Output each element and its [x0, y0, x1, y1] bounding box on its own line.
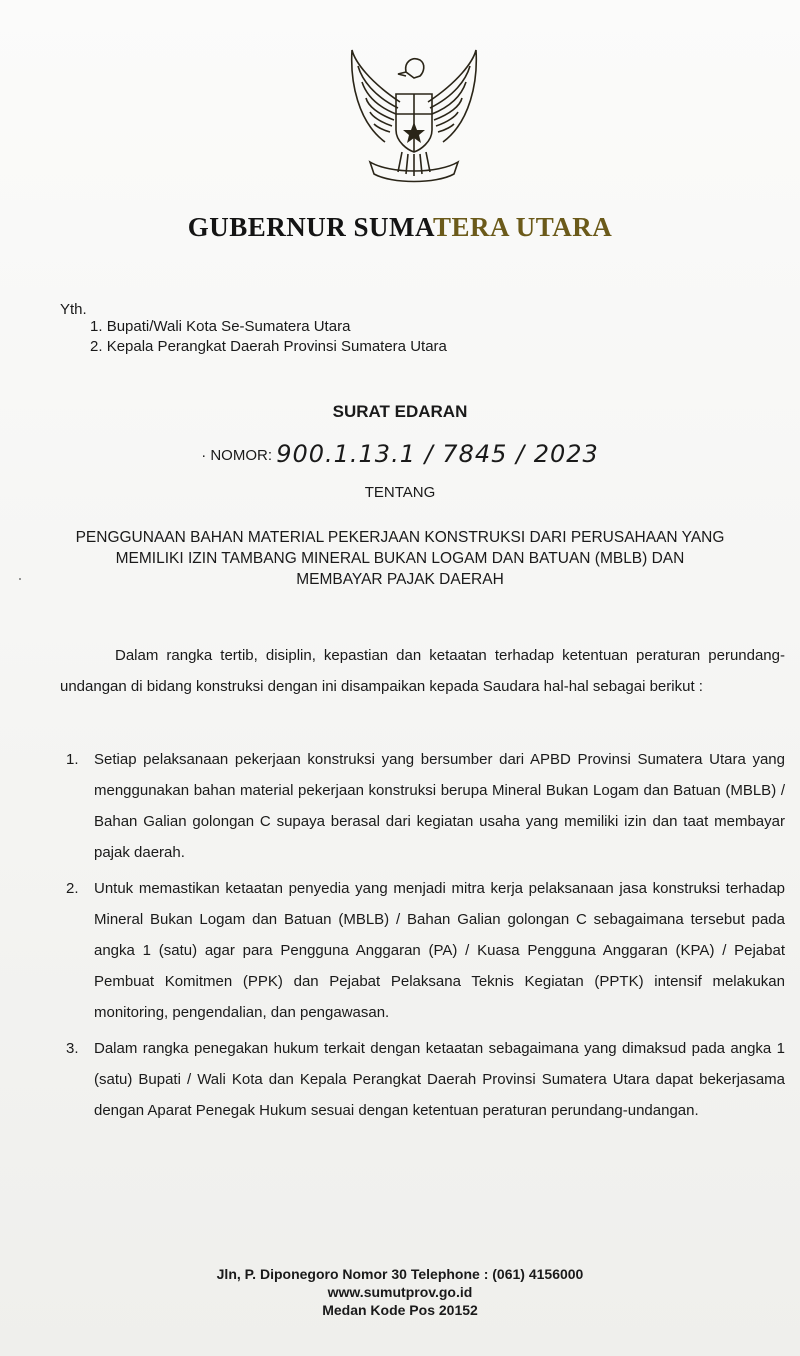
recipient-list — [90, 317, 447, 357]
nomor-value: 900.1.13.1 / 7845 / 2023 — [276, 440, 599, 468]
subject-line: MEMBAYAR PAJAK DAERAH — [296, 571, 504, 588]
footer — [0, 1265, 800, 1319]
subject — [0, 527, 800, 590]
subject-line: MEMILIKI IZIN TAMBANG MINERAL BUKAN LOGAM DAN BATUAN (MBLB) DAN — [115, 550, 685, 567]
recipient-item: 1. Bupati/Wali Kota Se-Sumatera Utara — [90, 318, 351, 335]
salutation: Yth. — [60, 301, 87, 318]
footer-website: www.sumutprov.go.id — [327, 1284, 473, 1300]
points-list — [62, 744, 785, 1131]
footer-city-postal: Medan Kode Pos 20152 — [322, 1302, 478, 1318]
title-part-1: GUBERNUR SUMA — [187, 212, 433, 242]
tentang-label: TENTANG — [364, 484, 436, 501]
letterhead-title — [0, 212, 800, 243]
nomor-label: · NOMOR: — [201, 447, 273, 464]
subject-line: PENGGUNAAN BAHAN MATERIAL PEKERJAAN KONSTRUKSI DARI PERUSAHAAN YANG — [75, 529, 725, 546]
footer-address: Jln, P. Diponegoro Nomor 30 Telephone : (061) 4156000 — [216, 1266, 584, 1282]
list-item: 1. Setiap pelaksanaan pekerjaan konstruksi yang bersumber dari APBD Provinsi Sumatera Utara yang menggunakan bahan material pekerjaan konstruksi berupa Mineral Bukan Logam dan Batuan (MBLB) / Bahan Galian golongan C supaya berasal dari kegiatan usaha yang memiliki izin dan taat membayar pajak daerah. — [66, 751, 785, 861]
document-number — [0, 440, 800, 468]
intro-paragraph: Dalam rangka tertib, disiplin, kepastian dan ketaatan terhadap ketentuan peraturan perundang-undangan di bidang konstruksi dengan ini disampaikan kepada Saudara hal-hal sebagai berikut : — [60, 647, 785, 695]
list-item: 3. Dalam rangka penegakan hukum terkait dengan ketaatan sebagaimana yang dimaksud pada angka 1 (satu) Bupati / Wali Kota dan Kepala Perangkat Daerah Provinsi Sumatera Utara dapat bekerjasama dengan Aparat Penegak Hukum sesuai dengan ketentuan peraturan perundang-undangan. — [66, 1040, 785, 1119]
scan-speck — [19, 578, 21, 580]
recipient-item: 2. Kepala Perangkat Daerah Provinsi Sumatera Utara — [90, 338, 447, 355]
document-type: SURAT EDARAN — [332, 402, 468, 421]
list-item: 2. Untuk memastikan ketaatan penyedia yang menjadi mitra kerja pelaksanaan jasa konstruksi terhadap Mineral Bukan Logam dan Batuan (MBLB) / Bahan Galian golongan C sebagaimana tersebut pada angka 1 (satu) agar para Pengguna Anggaran (PA) / Kuasa Pengguna Anggaran (KPA) / Pejabat Pembuat Komitmen (PPK) dan Pejabat Pelaksana Teknis Kegiatan (PPTK) intensif melakukan monitoring, pengendalian, dan pengawasan. — [66, 880, 785, 1021]
title-part-2: TERA UTARA — [432, 212, 613, 242]
garuda-emblem-icon — [340, 42, 488, 200]
